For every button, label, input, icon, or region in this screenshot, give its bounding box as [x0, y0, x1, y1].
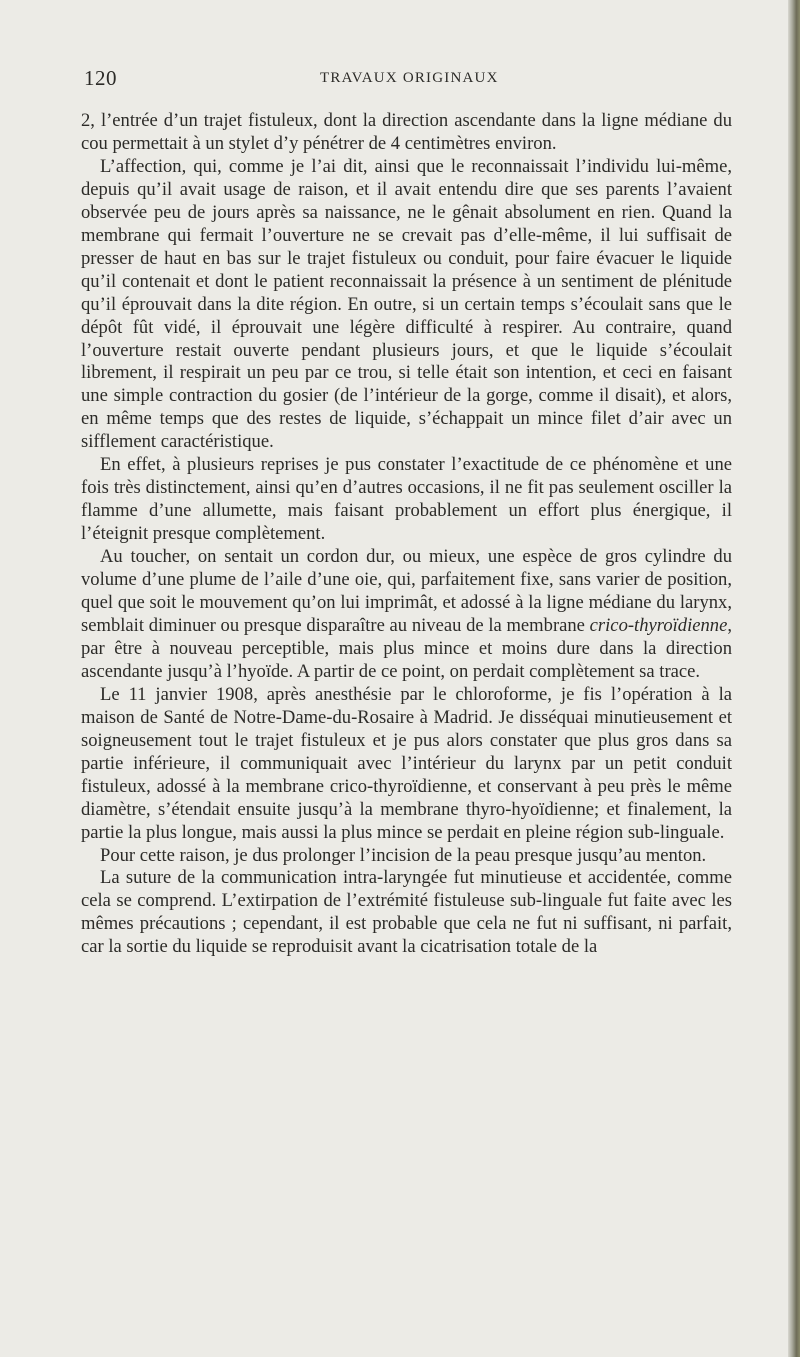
running-title: TRAVAUX ORIGINAUX	[320, 70, 499, 86]
paragraph: Pour cette raison, je dus prolonger l’incision de la peau presque jusqu’au menton.	[100, 844, 707, 866]
page-edge-shadow	[788, 0, 800, 1357]
paragraph: La suture de la communication intra-laryngée fut minutieuse et accidentée, comme cela se comprend. L’extirpation de l’extrémité fistuleuse sub-linguale fut faite avec les mêmes précautions ; cependant, il est probable que cela ne fut ni suffisant, ni parfait, car la sortie du liquide se reproduisit avant la cicatrisation totale de la	[81, 867, 732, 958]
running-head	[84, 66, 734, 92]
paragraph: En effet, à plusieurs reprises je pus constater l’exactitude de ce phénomène et une fois très distinctement, ainsi qu’en d’autres occasions, il ne fit pas seulement osciller la flamme d’une allumette, mais faisant probablement un effort plus énergique, il l’éteignit presque complètement.	[81, 454, 732, 545]
paragraph	[81, 546, 732, 684]
paragraph-text: , par être à nouveau perceptible, mais plus mince et moins dure dans la direction ascendante jusqu’à l’hyoïde. A partir de ce point, on perdait complètement sa trace.	[81, 614, 732, 682]
paragraph: Le 11 janvier 1908, après anesthésie par le chloroforme, je fis l’opération à la maison de Santé de Notre-Dame-du-Rosaire à Madrid. Je disséquai minutieusement et soigneusement tout le trajet fistuleux et je pus alors constater que plus gros dans sa partie inférieure, il communiquait avec l’intérieur du larynx par un petit conduit fistuleux, adossé à la membrane crico-thyroïdienne, et conservant à peu près le même diamètre, s’étendait ensuite jusqu’à la membrane thyro-hyoïdienne; et finalement, la partie la plus longue, mais aussi la plus mince se perdait en pleine région sub-linguale.	[81, 683, 732, 843]
italic-term: crico-thyroïdienne	[589, 614, 728, 636]
paragraph-continued: 2, l’entrée d’un trajet fistuleux, dont la direction ascendante dans la ligne médiane du cou permettait à un stylet d’y pénétrer de 4 centimètres environ.	[81, 110, 732, 154]
page-number: 120	[84, 66, 117, 90]
paragraph-text: Au toucher, on sentait un cordon dur, ou mieux, une espèce de gros cylindre du volume d’une plume de l’aile d’une oie, qui, parfaitement fixe, sans varier de position, quel que soit le mouvement qu’on lui imprimât, et adossé à la ligne médiane du larynx, semblait diminuer ou presque disparaître au niveau de la membrane	[81, 546, 732, 636]
paragraph: L’affection, qui, comme je l’ai dit, ainsi que le reconnaissait l’individu lui-même, depuis qu’il avait usage de raison, et il avait entendu dire que ses parents l’avaient observée peu de jours après sa naissance, ne le gênait absolument en rien. Quand la membrane qui fermait l’ouverture ne se crevait pas d’elle-même, il lui suffisait de presser de haut en bas sur le trajet fistuleux ou conduit, pour faire évacuer le liquide qu’il contenait et dont le patient reconnaissait la présence à un sentiment de plénitude qu’il éprouvait dans la dite région. En outre, si un certain temps s’écoulait sans que le dépôt fût vidé, il éprouvait une légère difficulté à respirer. Au contraire, quand l’ouverture restait ouverte pendant plusieurs jours, et que le liquide s’écoulait librement, il respirait un peu par ce trou, si telle était son intention, et ceci en faisant une simple contraction du gosier (de l’intérieur de la gorge, comme il disait), et alors, en même temps que des restes de liquide, s’échappait un mince filet d’air avec un sifflement caractéristique.	[81, 155, 732, 453]
body-text	[81, 110, 732, 959]
